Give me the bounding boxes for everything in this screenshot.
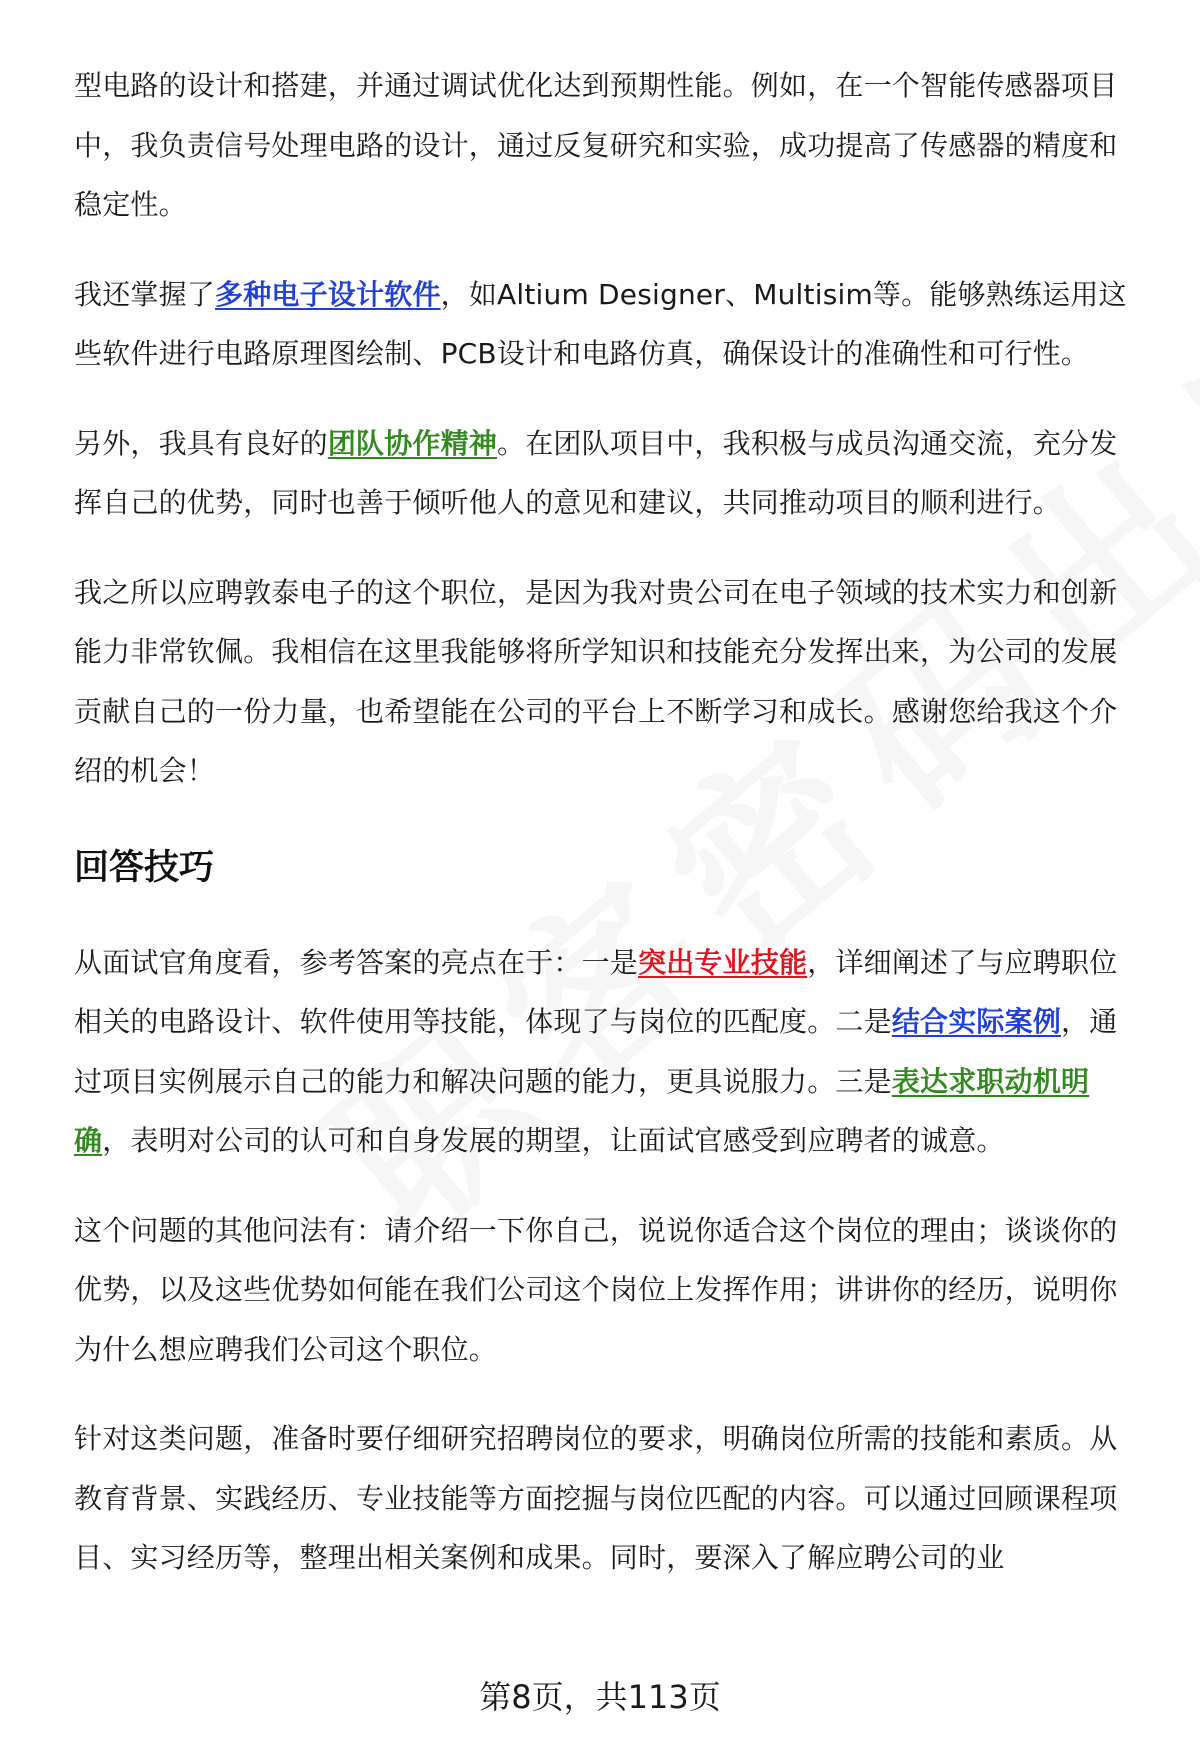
paragraph-text: ，表明对公司的认可和自身发展的期望，让面试官感受到应聘者的诚意。 xyxy=(102,1124,1005,1157)
highlight-clear-motivation: 表达求职动机明确 xyxy=(74,1064,1090,1157)
paragraph-text: 。在团队项目中，我积极与成员沟通交流，充分发挥自己的优势，同时也善于倾听他人的意见和建议，共同推动项目的顺利进行。 xyxy=(74,426,1118,519)
highlight-real-cases: 结合实际案例 xyxy=(891,1005,1062,1038)
paragraph-text: 针对这类问题，准备时要仔细研究招聘岗位的要求，明确岗位所需的技能和素质。从教育背景、实践经历、专业技能等方面挖掘与岗位匹配的内容。可以通过回顾课程项目、实习经历等，整理出相关案例和成果。同时，要深入了解应聘公司的业 xyxy=(74,1422,1118,1574)
paragraph-preparation xyxy=(74,1409,1144,1588)
paragraph-circuit-design xyxy=(74,56,1144,235)
highlight-teamwork: 团队协作精神 xyxy=(327,426,498,460)
paragraph-motivation xyxy=(74,563,1144,801)
paragraph-text: 型电路的设计和搭建，并通过调试优化达到预期性能。例如，在一个智能传感器项目中，我负责信号处理电路的设计，通过反复研究和实验，成功提高了传感器的精度和稳定性。 xyxy=(74,69,1118,221)
highlight-professional-skills: 突出专业技能 xyxy=(638,945,808,979)
paragraph-software-skills xyxy=(74,265,1144,384)
paragraph-teamwork xyxy=(74,414,1144,533)
paragraph-interviewer-view xyxy=(74,933,1144,1171)
paragraph-text: ，详细阐述了与应聘职位相关的电路设计、软件使用等技能，体现了与岗位的匹配度。二是 xyxy=(74,945,1118,1038)
paragraph-alternative-questions xyxy=(74,1201,1144,1380)
paragraph-text: 从面试官角度看，参考答案的亮点在于：一是 xyxy=(74,945,639,979)
document-page xyxy=(74,56,1144,1618)
paragraph-text: 另外，我具有良好的 xyxy=(74,426,328,460)
paragraph-text: ，通过项目实例展示自己的能力和解决问题的能力，更具说服力。三是 xyxy=(74,1005,1118,1098)
paragraph-text: 我还掌握了 xyxy=(74,277,216,311)
paragraph-text: 这个问题的其他问法有：请介绍一下你自己，说说你适合这个岗位的理由；谈谈你的优势，以及这些优势如何能在我们公司这个岗位上发挥作用；讲讲你的经历，说明你为什么想应聘我们公司这个职位。 xyxy=(74,1213,1118,1366)
section-heading: 回答技巧 xyxy=(74,847,215,888)
paragraph-text: 我之所以应聘敦泰电子的这个职位，是因为我对贵公司在电子领域的技术实力和创新能力非常钦佩。我相信在这里我能够将所学知识和技能充分发挥出来，为公司的发展贡献自己的一份力量，也希望能在公司的平台上不断学习和成长。感谢您给我这个介绍的机会！ xyxy=(74,575,1118,787)
paragraph-text: ，如Altium Designer、Multisim等。能够熟练运用这些软件进行电路原理图绘制、PCB设计和电路仿真，确保设计的准确性和可行性。 xyxy=(74,277,1127,370)
page-number-footer: 第8页，共113页 xyxy=(479,1678,721,1716)
highlight-software: 多种电子设计软件 xyxy=(215,277,441,311)
